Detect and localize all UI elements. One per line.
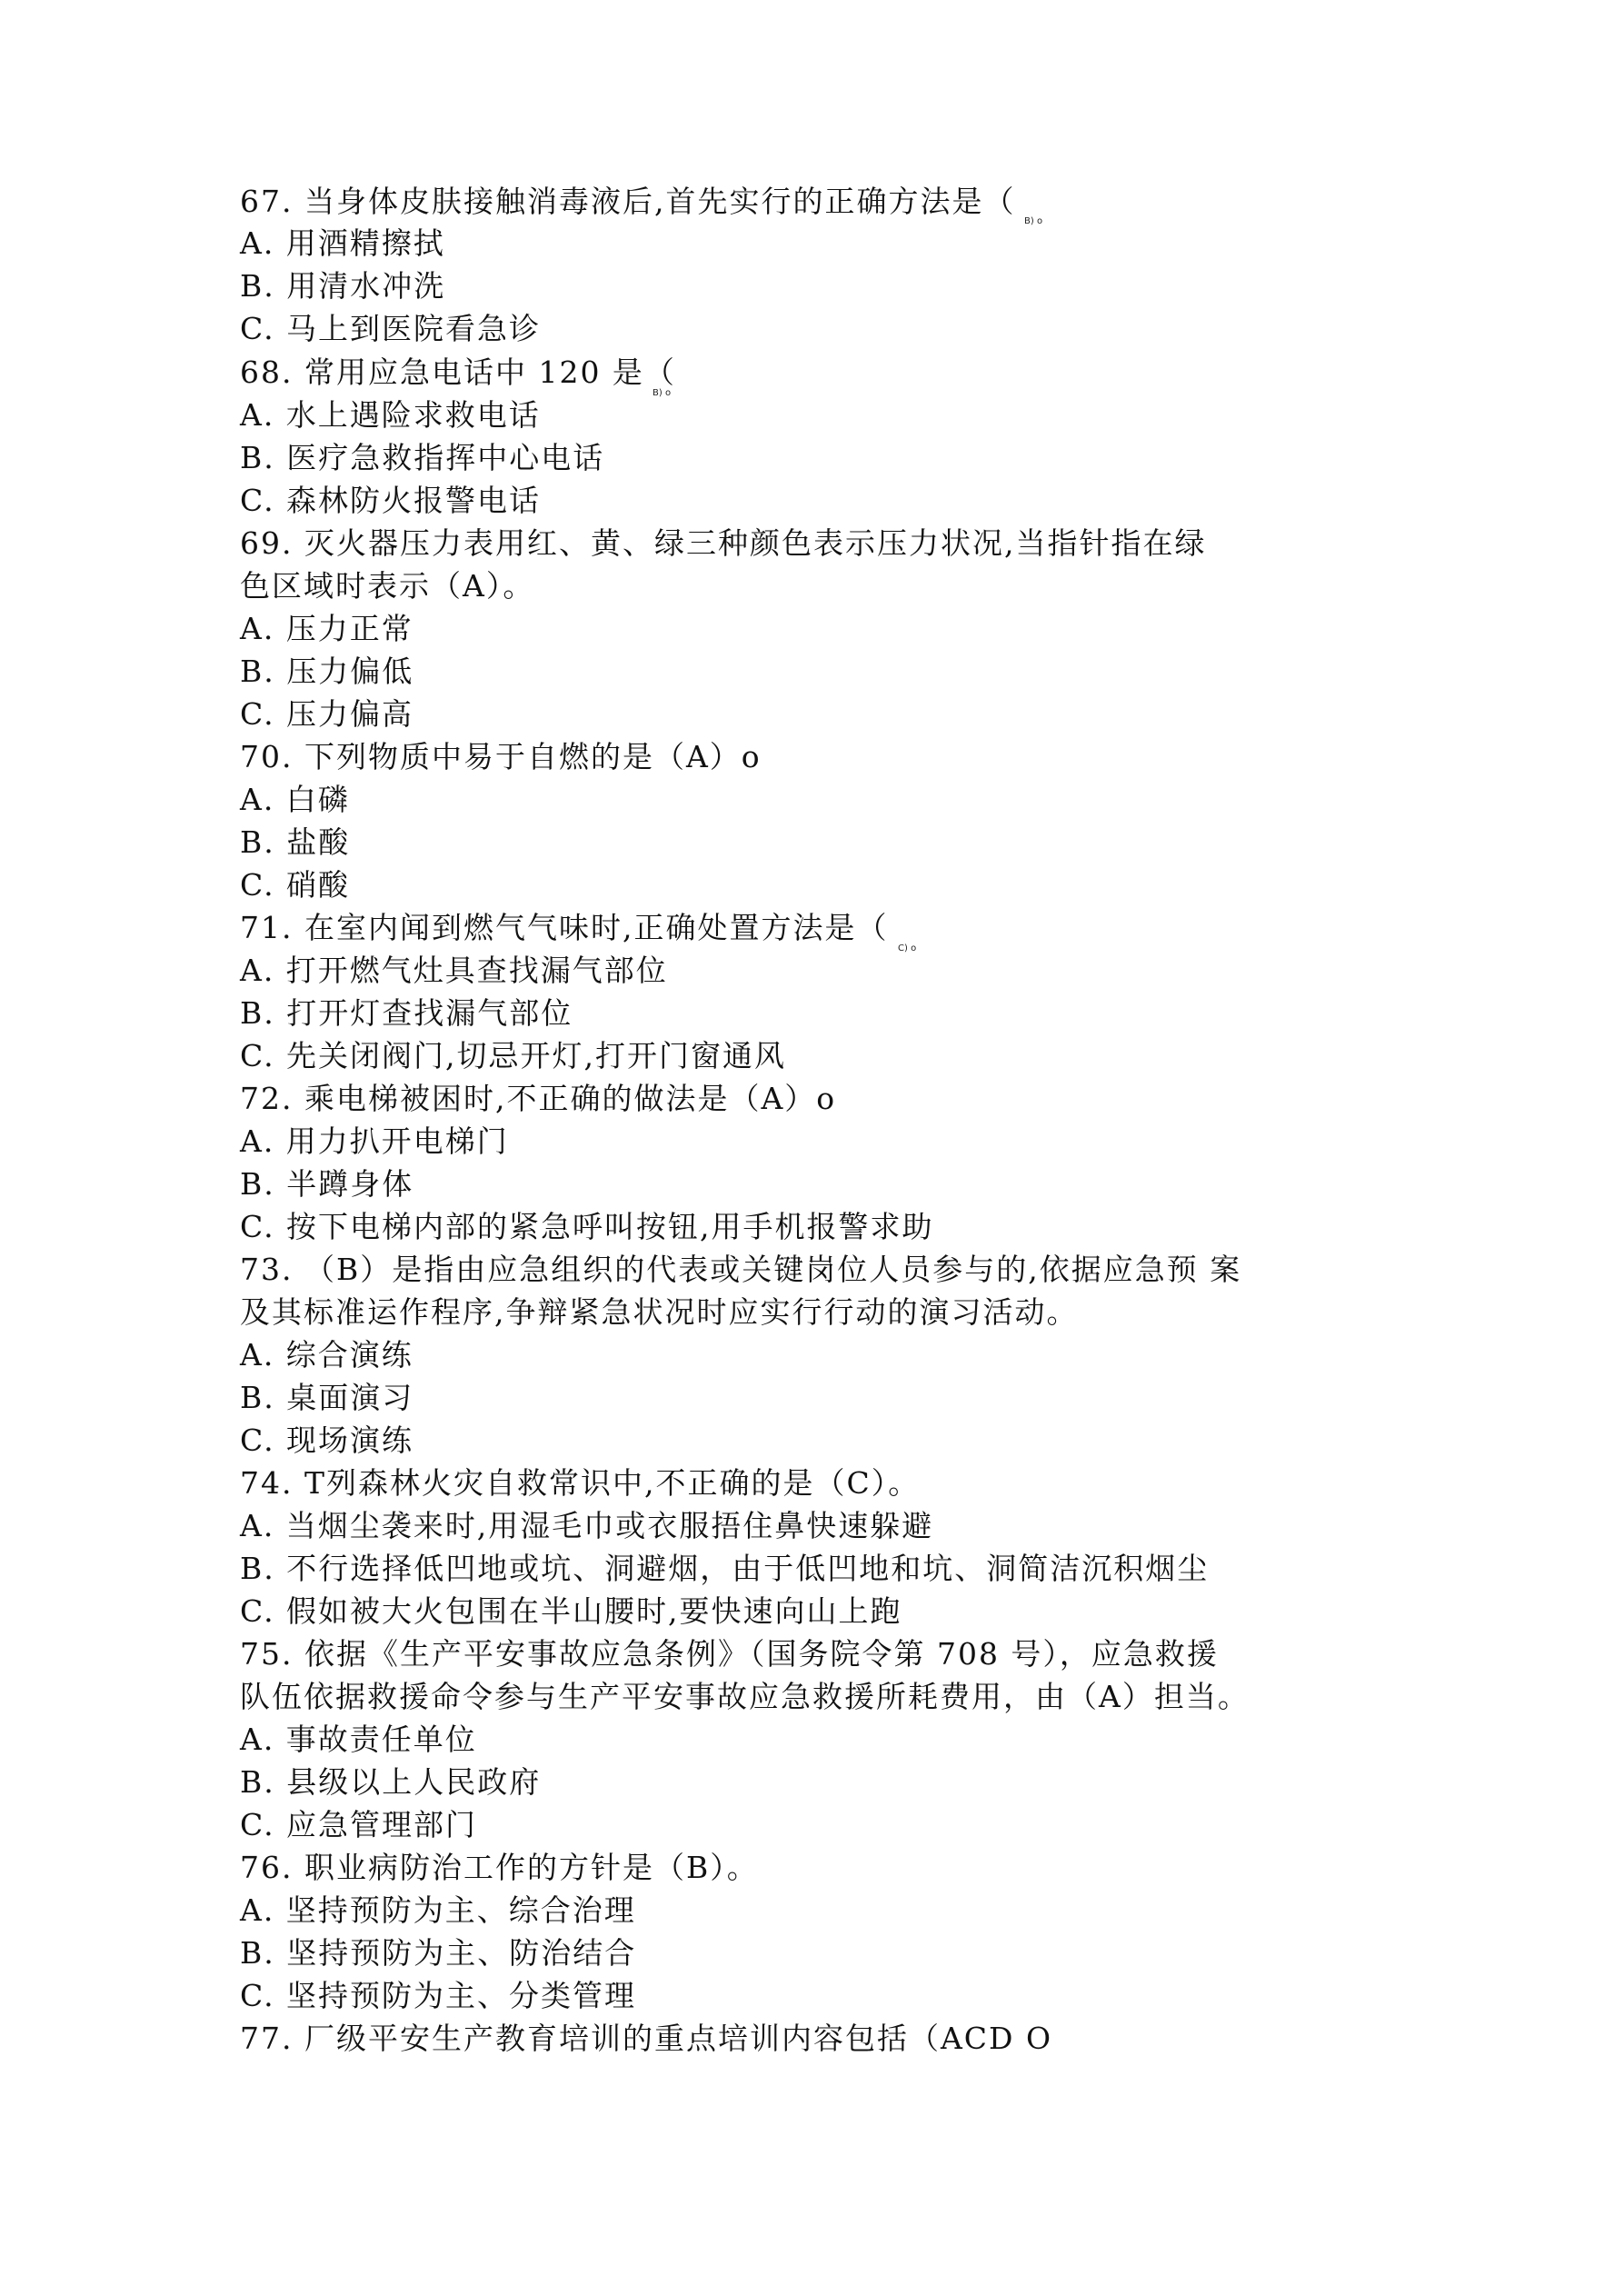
- option-69-a: A. 压力正常: [240, 611, 413, 646]
- option-71-b: B. 打开灯查找漏气部位: [240, 995, 573, 1031]
- question-76: 76. 职业病防治工作的方针是（B）。: [240, 1850, 759, 1885]
- option-67-c: C. 马上到医院看急诊: [240, 311, 542, 346]
- question-75: 75. 依据《生产平安事故应急条例》（国务院令第 708 号），应急救援: [240, 1636, 1219, 1672]
- option-71-a: A. 打开燃气灶具查找漏气部位: [240, 953, 668, 988]
- option-76-c: C. 坚持预防为主、分类管理: [240, 1978, 637, 2013]
- option-69-b: B. 压力偏低: [240, 654, 414, 689]
- option-73-a: A. 综合演练: [240, 1337, 413, 1373]
- option-69-c: C. 压力偏高: [240, 696, 414, 732]
- question-73: 73. （B）是指由应急组织的代表或关键岗位人员参与的,依据应急预 案: [240, 1252, 1242, 1287]
- option-70-c: C. 硝酸: [240, 867, 351, 903]
- question-67: 67. 当身体皮肤接触消毒液后,首先实行的正确方法是（: [240, 184, 1016, 219]
- option-74-c: C. 假如被大火包围在半山腰时,要快速向山上跑: [240, 1593, 902, 1629]
- question-69-cont: 色区域时表示（A）。: [240, 568, 535, 604]
- option-67-a: A. 用酒精擦拭: [240, 225, 445, 261]
- option-76-b: B. 坚持预防为主、防治结合: [240, 1935, 637, 1971]
- option-72-a: A. 用力扒开电梯门: [240, 1123, 509, 1159]
- option-67-b: B. 用清水冲洗: [240, 268, 446, 304]
- question-68: 68. 常用应急电话中 120 是（: [240, 354, 676, 390]
- option-68-c: C. 森林防火报警电话: [240, 483, 542, 518]
- option-72-c: C. 按下电梯内部的紧急呼叫按钮,用手机报警求助: [240, 1209, 934, 1244]
- question-73-cont: 及其标准运作程序,争辩紧急状况时应实行行动的演习活动。: [240, 1294, 1079, 1330]
- question-70: 70. 下列物质中易于自燃的是（A）o: [240, 739, 762, 774]
- option-68-b: B. 医疗急救指挥中心电话: [240, 440, 605, 475]
- option-75-a: A. 事故责任单位: [240, 1722, 477, 1757]
- option-70-a: A. 白磷: [240, 782, 350, 817]
- question-75-cont: 队伍依据救援命令参与生产平安事故应急救援所耗费用，由（A）担当。: [240, 1679, 1250, 1714]
- answer-mark-67: B) o: [1024, 216, 1043, 226]
- answer-mark-68: B) o: [653, 388, 672, 398]
- option-75-b: B. 县级以上人民政府: [240, 1764, 542, 1800]
- question-71: 71. 在室内闻到燃气气味时,正确处置方法是（: [240, 910, 889, 945]
- answer-mark-71: C) o: [898, 943, 917, 953]
- option-72-b: B. 半蹲身体: [240, 1166, 414, 1202]
- option-73-c: C. 现场演练: [240, 1423, 414, 1458]
- question-69: 69. 灭火器压力表用红、黄、绿三种颜色表示压力状况,当指针指在绿: [240, 525, 1207, 561]
- option-76-a: A. 坚持预防为主、综合治理: [240, 1892, 636, 1928]
- option-71-c: C. 先关闭阀门,切忌开灯,打开门窗通风: [240, 1038, 787, 1073]
- option-74-a: A. 当烟尘袭来时,用湿毛巾或衣服捂住鼻快速躲避: [240, 1508, 934, 1543]
- question-74: 74. T列森林火灾自救常识中,不正确的是（C）。: [240, 1465, 921, 1501]
- option-74-b: B. 不行选择低凹地或坑、洞避烟，由于低凹地和坑、洞简洁沉积烟尘: [240, 1551, 1210, 1586]
- option-75-c: C. 应急管理部门: [240, 1807, 478, 1842]
- question-77: 77. 厂级平安生产教育培训的重点培训内容包括（ACD O: [240, 2021, 1053, 2056]
- option-73-b: B. 桌面演习: [240, 1380, 414, 1415]
- option-68-a: A. 水上遇险求救电话: [240, 397, 541, 433]
- question-72: 72. 乘电梯被困时,不正确的做法是（A）o: [240, 1081, 837, 1116]
- option-70-b: B. 盐酸: [240, 824, 351, 860]
